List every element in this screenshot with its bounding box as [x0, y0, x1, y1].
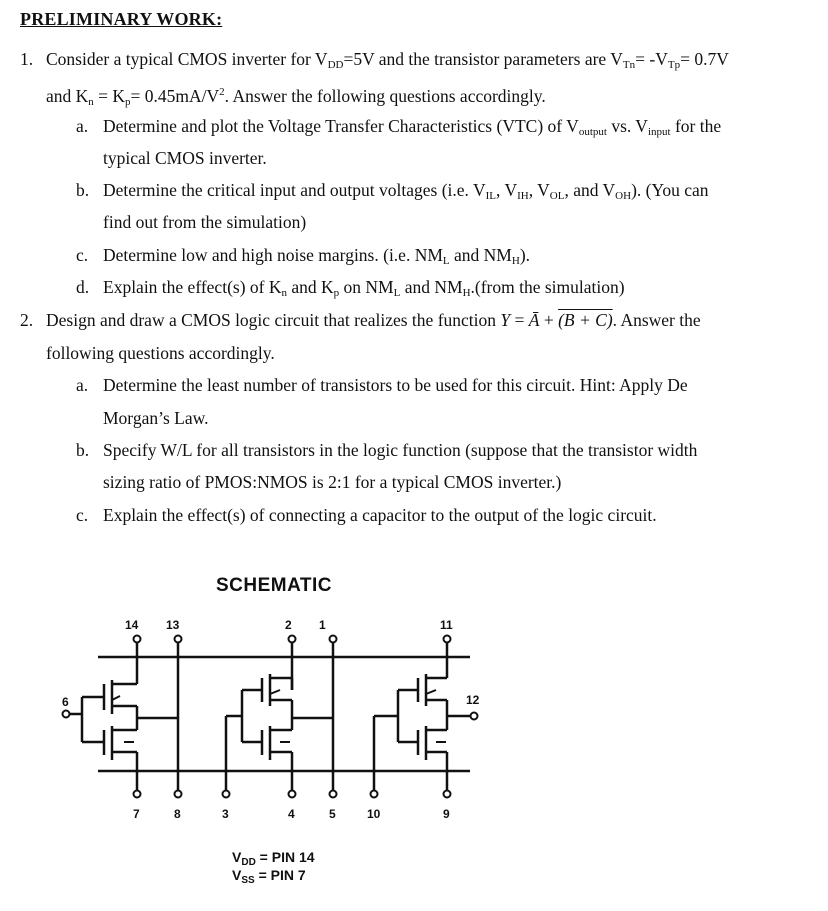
q1d-line1: Explain the effect(s) of $K_n$ and $K_p$ on $NM_L$ and $NM_H.(from$ the simulation) [103, 277, 625, 299]
q1a-line1: Determine and plot the Voltage Transfer Characteristics (VTC) of $V_{output}$ vs. $V_{input}$ for the [103, 116, 722, 138]
function-y: Y [500, 310, 511, 330]
pin-11-terminal [444, 636, 451, 643]
q2b-line2: sizing ratio of PMOS:NMOS is 2:1 for a typical CMOS inverter.) [103, 472, 562, 492]
pin-11-label: 11 [440, 618, 453, 632]
function-a-bar: Ā [528, 310, 540, 330]
pin-4-terminal [289, 791, 296, 798]
vss-note: $V_{SS}$ = PIN 7 [232, 867, 306, 886]
page-heading: PRELIMINARY WORK: [20, 9, 223, 29]
q1a-label: a. [76, 116, 89, 136]
q1b-line2: find out from the simulation) [103, 212, 307, 232]
pin-1-label: 1 [319, 618, 326, 632]
q2a-label: a. [76, 375, 89, 395]
pin-13-label: 13 [166, 618, 180, 632]
vdd-note: $V_{DD}$ = PIN 14 [232, 849, 315, 868]
pin-3-terminal [223, 791, 230, 798]
schematic-title: SCHEMATIC [216, 575, 333, 596]
pin-5-terminal [330, 791, 337, 798]
pin-2-terminal [289, 636, 296, 643]
pin-2-label: 2 [285, 618, 292, 632]
pin-13-terminal [175, 636, 182, 643]
q1d-label: d. [76, 277, 90, 297]
pin-9-label: 9 [443, 807, 450, 821]
q2-line1: Design and draw a CMOS logic circuit that realizes the function Y = Ā + (B + C). Answer the [46, 310, 701, 330]
q1-line2: and $K_n = K_p= 0.45mA/V^2$. Answer the following questions accordingly. [46, 86, 546, 108]
q2b-label: b. [76, 440, 90, 460]
pin-7-terminal [134, 791, 141, 798]
pin-5-label: 5 [329, 807, 336, 821]
q1-number: 1. [20, 49, 34, 69]
q2c-line1: Explain the effect(s) of connecting a capacitor to the output of the logic circuit. [103, 505, 657, 525]
q1c-line1: Determine low and high noise margins. (i.e. $NM_L$ and $NM_H$). [103, 245, 531, 267]
pin-6-label: 6 [62, 695, 69, 709]
q1c-label: c. [76, 245, 89, 265]
q1b-line1: Determine the critical input and output voltages (i.e. $V_{IL}$, $V_{IH}$, $V_{OL}$, and $V_{OH}$). (You can [103, 180, 709, 202]
function-bc-bar: (B + C) [558, 310, 613, 330]
q1a-line2: typical CMOS inverter. [103, 148, 267, 168]
pin-6-terminal [63, 711, 70, 718]
pin-8-label: 8 [174, 807, 181, 821]
schematic-diagram [0, 600, 828, 840]
q1-line1: Consider a typical CMOS inverter for $V_{DD}=5V$ and the transistor parameters are $V_{Tn}= -V_{Tp}= 0.7V$ [46, 49, 729, 71]
pin-9-terminal [444, 791, 451, 798]
pin-14-label: 14 [125, 618, 139, 632]
pin-14-terminal [134, 636, 141, 643]
q2b-line1: Specify W/L for all transistors in the logic function (suppose that the transistor width [103, 440, 698, 460]
q2-line2: following questions accordingly. [46, 343, 275, 363]
pin-10-terminal [371, 791, 378, 798]
pin-4-label: 4 [288, 807, 295, 821]
pin-7-label: 7 [133, 807, 140, 821]
pin-10-label: 10 [367, 807, 381, 821]
q2a-line2: Morgan’s Law. [103, 408, 209, 428]
pin-1-terminal [330, 636, 337, 643]
q2-number: 2. [20, 310, 34, 330]
pin-12-terminal [471, 713, 478, 720]
pin-8-terminal [175, 791, 182, 798]
pin-3-label: 3 [222, 807, 229, 821]
q2a-line1: Determine the least number of transistors to be used for this circuit. Hint: Apply De [103, 375, 688, 395]
pin-12-label: 12 [466, 693, 480, 707]
q2c-label: c. [76, 505, 89, 525]
q1b-label: b. [76, 180, 90, 200]
